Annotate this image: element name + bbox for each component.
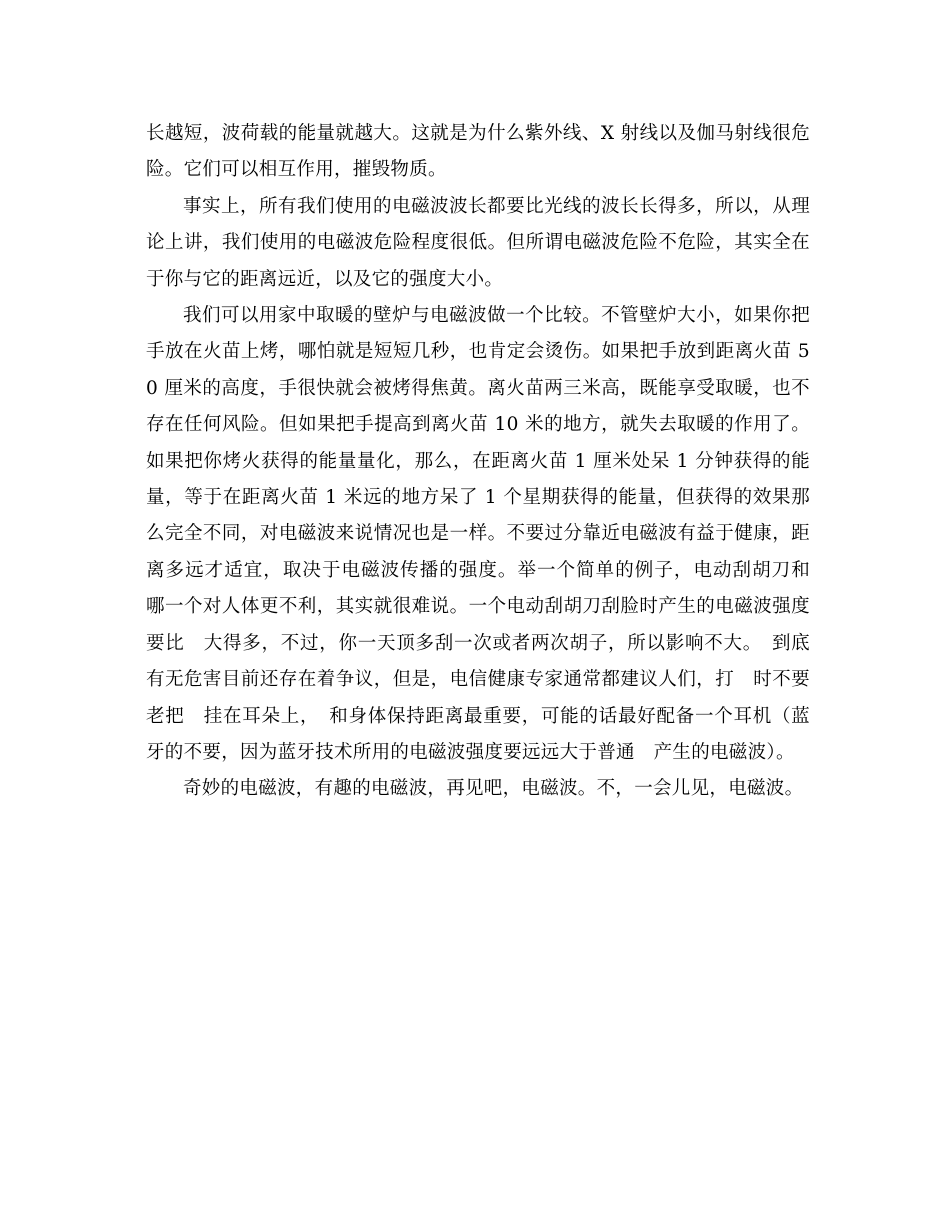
paragraph-1: 长越短，波荷载的能量就越大。这就是为什么紫外线、X 射线以及伽马射线很危险。它们可以相互作用，摧毁物质。 [146, 123, 810, 181]
paragraph-4: 奇妙的电磁波，有趣的电磁波，再见吧，电磁波。不，一会儿见，电磁波。 [183, 778, 804, 800]
document-body [146, 116, 829, 808]
paragraph-3: 我们可以用家中取暖的壁炉与电磁波做一个比较。不管壁炉大小，如果你把手放在火苗上烤，哪怕就是短短几秒，也肯定会烫伤。如果把手放到距离火苗 50 厘米的高度，手很快就会被烤得焦黄。离火苗两三米高，既能享受取暖，也不存在任何风险。但如果把手提高到离火苗 10 米的地方，就失去取暖的作用了。如果把你烤火获得的能量量化，那么，在距离火苗 1 厘米处呆 1 分钟获得的能量，等于在距离火苗 1 米远的地方呆了 1 个星期获得的能量，但获得的效果那么完全不同，对电磁波来说情况也是一样。不要过分靠近电磁波有益于健康，距离多远才适宜，取决于电磁波传播的强度。举一个简单的例子，电动刮胡刀和 哪一个对人体更不利，其实就很难说。一个电动刮胡刀刮脸时产生的电磁波强度要比 大得多，不过，你一天顶多刮一次或者两次胡子，所以影响不大。 到底有无危害目前还存在着争议，但是，电信健康专家通常都建议人们，打 时不要老把 挂在耳朵上， 和身体保持距离最重要，可能的话最好配备一个耳机（蓝牙的不要，因为蓝牙技术所用的电磁波强度要远远大于普通 产生的电磁波）。 [146, 305, 829, 763]
paragraph-2: 事实上，所有我们使用的电磁波波长都要比光线的波长长得多，所以，从理论上讲，我们使用的电磁波危险程度很低。但所谓电磁波危险不危险，其实全在于你与它的距离远近，以及它的强度大小。 [146, 195, 810, 290]
